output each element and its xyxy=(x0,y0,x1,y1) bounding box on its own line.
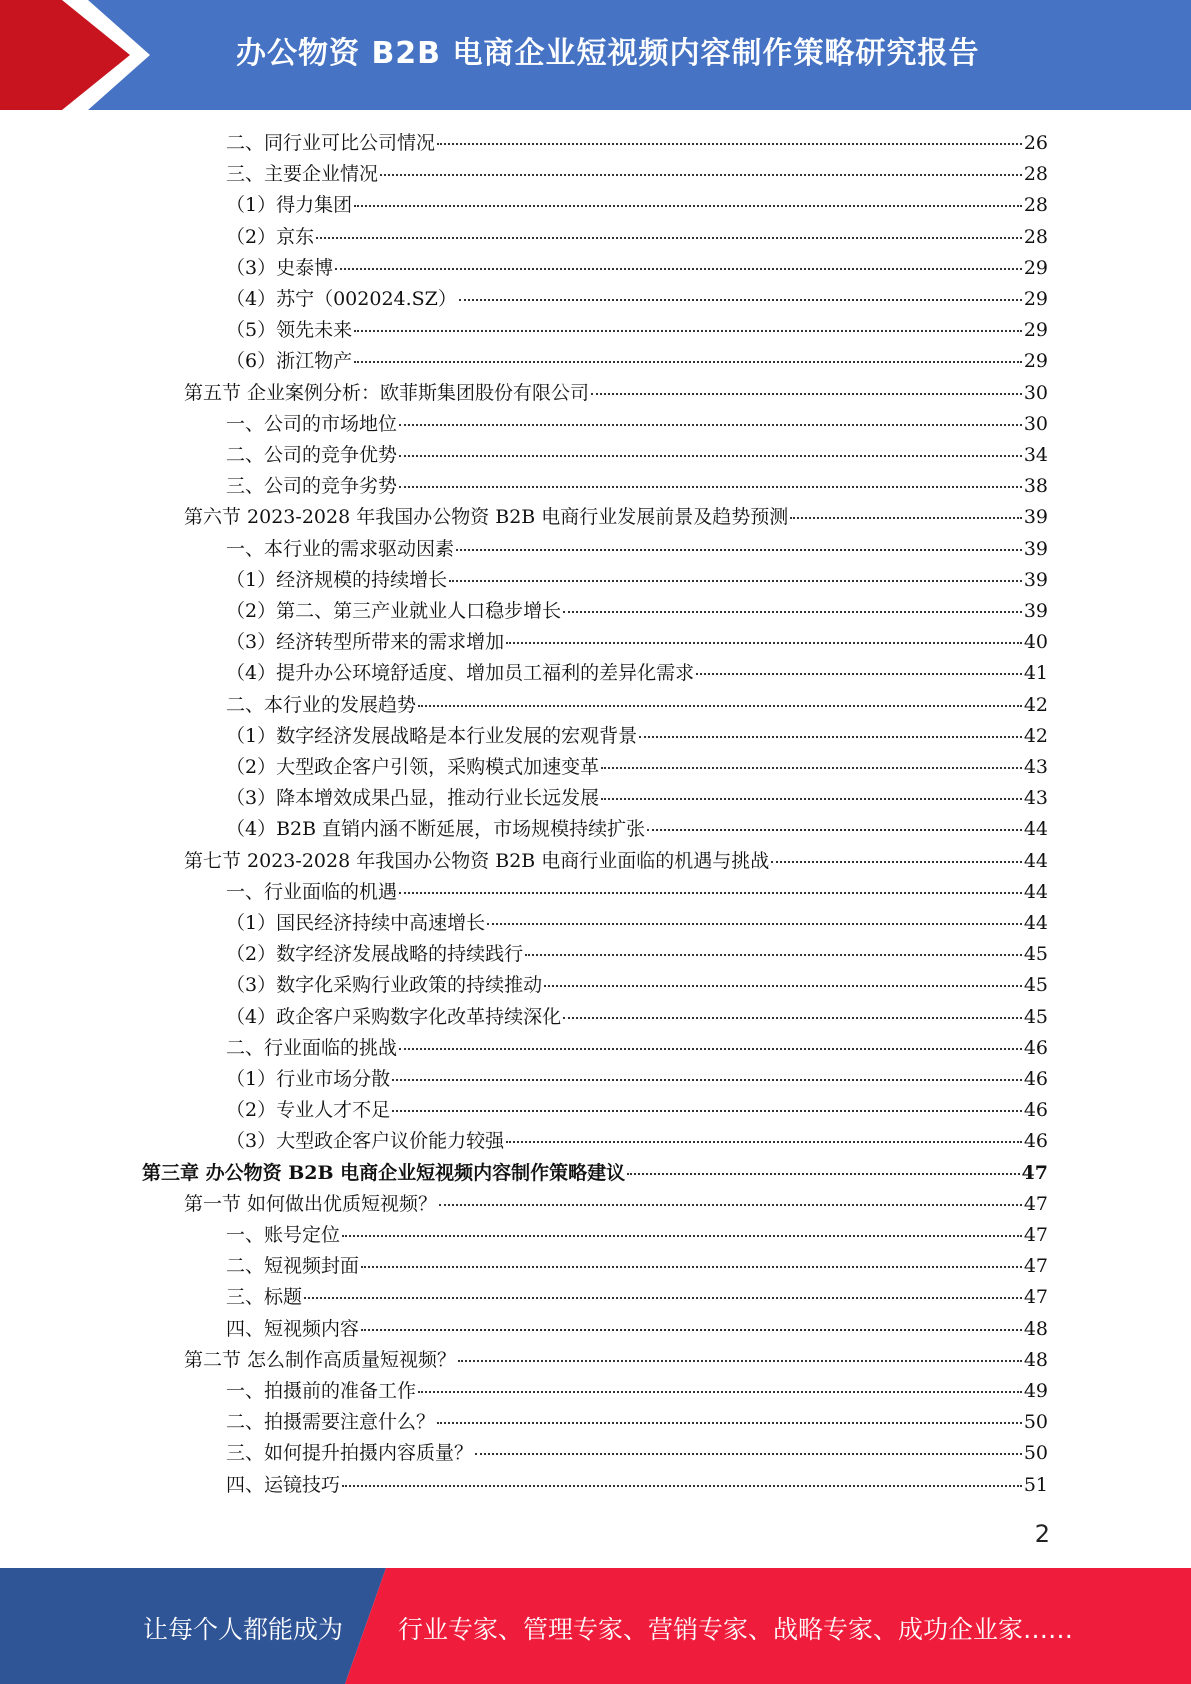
toc-entry[interactable] xyxy=(226,128,1048,159)
toc-entry-page: 39 xyxy=(1023,506,1048,529)
toc-entry[interactable] xyxy=(226,1033,1048,1064)
toc-dot-leader xyxy=(342,1484,1022,1487)
toc-entry-label: 二、同行业可比公司情况 xyxy=(226,132,436,154)
toc-entry-page: 42 xyxy=(1023,724,1048,747)
toc-entry-label: 第一节 如何做出优质短视频？ xyxy=(184,1192,438,1215)
toc-entry-label: （2）专业人才不足 xyxy=(226,1099,391,1122)
toc-entry[interactable] xyxy=(226,315,1048,346)
toc-entry[interactable] xyxy=(226,159,1048,190)
toc-entry-label: 第二节 怎么制作高质量短视频？ xyxy=(184,1348,457,1371)
toc-entry-page: 44 xyxy=(1023,880,1048,903)
toc-dot-leader xyxy=(380,173,1022,176)
page-number: 2 xyxy=(1034,1520,1050,1548)
toc-entry-page: 48 xyxy=(1023,1348,1048,1371)
toc-entry-page: 47 xyxy=(1023,1286,1048,1309)
toc-entry[interactable] xyxy=(226,1064,1048,1095)
toc-entry-label: 四、短视频内容 xyxy=(226,1317,360,1340)
toc-entry-page: 46 xyxy=(1023,1130,1048,1153)
toc-entry-page: 39 xyxy=(1023,537,1048,560)
toc-entry-label: 第七节 2023-2028 年我国办公物资 B2B 电商行业面临的机遇与挑战 xyxy=(184,849,770,872)
toc-entry-page: 34 xyxy=(1023,444,1048,466)
toc-entry-label: （1）行业市场分散 xyxy=(226,1068,391,1090)
toc-dot-leader xyxy=(392,1078,1022,1081)
toc-dot-leader xyxy=(399,1047,1022,1050)
toc-entry-label: （3）数字化采购行业政策的持续推动 xyxy=(226,974,543,997)
toc-entry-label: 三、如何提升拍摄内容质量？ xyxy=(226,1442,474,1465)
toc-entry[interactable] xyxy=(142,1158,1048,1189)
toc-entry[interactable] xyxy=(226,409,1048,440)
toc-entry-label: 第三章 办公物资 B2B 电商企业短视频内容制作策略建议 xyxy=(142,1161,626,1184)
toc-entry-page: 43 xyxy=(1023,756,1048,778)
toc-entry-page: 44 xyxy=(1023,818,1048,841)
toc-entry-label: （1）国民经济持续中高速增长 xyxy=(226,912,486,934)
toc-entry[interactable] xyxy=(226,1251,1048,1282)
toc-entry-label: 第六节 2023-2028 年我国办公物资 B2B 电商行业发展前景及趋势预测 xyxy=(184,506,789,529)
toc-entry-label: 二、行业面临的挑战 xyxy=(226,1036,398,1059)
toc-dot-leader xyxy=(591,392,1022,395)
toc-entry[interactable] xyxy=(226,1220,1048,1251)
toc-dot-leader xyxy=(437,142,1022,145)
toc-dot-leader xyxy=(354,360,1022,363)
toc-entry-page: 29 xyxy=(1023,350,1048,373)
toc-entry-page: 38 xyxy=(1023,475,1048,498)
toc-dot-leader xyxy=(506,1140,1022,1143)
toc-entry-page: 29 xyxy=(1023,288,1048,310)
toc-dot-leader xyxy=(399,454,1022,457)
toc-entry-label: 二、公司的竞争优势 xyxy=(226,444,398,466)
toc-dot-leader xyxy=(335,267,1022,270)
toc-dot-leader xyxy=(563,610,1022,613)
toc-entry[interactable] xyxy=(226,190,1048,221)
toc-entry-label: （3）史泰博 xyxy=(226,256,334,279)
toc-dot-leader xyxy=(771,860,1022,863)
toc-entry-page: 29 xyxy=(1023,319,1048,342)
toc-entry-page: 39 xyxy=(1023,600,1048,622)
toc-dot-leader xyxy=(475,1452,1022,1455)
toc-entry-page: 45 xyxy=(1023,1005,1048,1028)
toc-entry-page: 40 xyxy=(1023,631,1048,654)
toc-dot-leader xyxy=(361,1328,1022,1331)
toc-entry[interactable] xyxy=(226,627,1048,658)
toc-entry-label: （3）大型政企客户议价能力较强 xyxy=(226,1130,505,1153)
toc-dot-leader xyxy=(601,766,1022,769)
toc-entry[interactable] xyxy=(226,222,1048,253)
toc-entry-label: 四、运镜技巧 xyxy=(226,1473,341,1496)
toc-entry-page: 47 xyxy=(1023,1192,1048,1215)
toc-dot-leader xyxy=(439,1203,1022,1206)
toc-entry[interactable] xyxy=(226,284,1048,315)
toc-dot-leader xyxy=(418,1390,1022,1393)
toc-entry-page: 47 xyxy=(1023,1224,1048,1246)
toc-entry[interactable] xyxy=(226,471,1048,502)
toc-entry-label: 三、标题 xyxy=(226,1286,303,1309)
toc-entry-label: （2）大型政企客户引领，采购模式加速变革 xyxy=(226,756,600,778)
toc-dot-leader xyxy=(563,1016,1022,1019)
toc-entry-label: 三、公司的竞争劣势 xyxy=(226,475,398,498)
toc-entry[interactable] xyxy=(226,1002,1048,1033)
toc-entry-label: （4）提升办公环境舒适度、增加员工福利的差异化需求 xyxy=(226,662,695,685)
toc-entry-page: 44 xyxy=(1023,912,1048,934)
toc-entry-label: 二、短视频封面 xyxy=(226,1255,360,1278)
toc-dot-leader xyxy=(399,485,1022,488)
toc-entry-label: （6）浙江物产 xyxy=(226,350,353,373)
toc-dot-leader xyxy=(316,236,1022,239)
toc-entry-page: 28 xyxy=(1023,163,1048,186)
toc-entry-page: 45 xyxy=(1023,974,1048,997)
toc-entry-page: 45 xyxy=(1023,943,1048,966)
toc-entry-label: 一、拍摄前的准备工作 xyxy=(226,1380,417,1402)
toc-entry[interactable] xyxy=(226,565,1048,596)
toc-entry-label: （3）经济转型所带来的需求增加 xyxy=(226,631,505,654)
toc-entry-label: （2）京东 xyxy=(226,225,315,248)
toc-entry[interactable] xyxy=(226,690,1048,721)
toc-entry[interactable] xyxy=(226,1376,1048,1407)
toc-entry-label: 一、公司的市场地位 xyxy=(226,412,398,435)
toc-dot-leader xyxy=(696,672,1022,675)
toc-entry[interactable] xyxy=(226,1407,1048,1438)
report-title: 办公物资 B2B 电商企业短视频内容制作策略研究报告 xyxy=(236,36,980,71)
toc-entry-label: （4）苏宁（002024.SZ） xyxy=(226,288,457,310)
toc-entry-label: （1）得力集团 xyxy=(226,194,353,217)
toc-entry-page: 39 xyxy=(1023,568,1048,591)
toc-entry[interactable] xyxy=(184,846,1048,877)
toc-entry-page: 49 xyxy=(1023,1380,1048,1402)
toc-entry-page: 28 xyxy=(1023,194,1048,217)
toc-entry-label: （1）数字经济发展战略是本行业发展的宏观背景 xyxy=(226,724,638,747)
toc-dot-leader xyxy=(647,828,1022,831)
toc-entry-label: 二、拍摄需要注意什么？ xyxy=(226,1411,436,1434)
toc-entry-page: 26 xyxy=(1023,132,1048,154)
toc-entry-label: （4）B2B 直销内涵不断延展，市场规模持续扩张 xyxy=(226,818,646,841)
toc-entry-page: 50 xyxy=(1023,1411,1048,1434)
toc-entry-label: （5）领先未来 xyxy=(226,319,353,342)
toc-entry[interactable] xyxy=(226,814,1048,845)
toc-entry-page: 50 xyxy=(1023,1442,1048,1465)
toc-entry[interactable] xyxy=(226,877,1048,908)
toc-entry-page: 43 xyxy=(1023,787,1048,810)
toc-dot-leader xyxy=(354,329,1022,332)
toc-entry[interactable] xyxy=(184,502,1048,533)
footer-slogan-left: 让每个人都能成为 xyxy=(143,1615,344,1644)
toc-dot-leader xyxy=(392,1109,1022,1112)
toc-entry[interactable] xyxy=(226,970,1048,1001)
toc-entry[interactable] xyxy=(226,939,1048,970)
toc-entry-page: 42 xyxy=(1023,693,1048,716)
toc-entry-label: （2）第二、第三产业就业人口稳步增长 xyxy=(226,600,562,622)
toc-dot-leader xyxy=(459,298,1022,301)
toc-dot-leader xyxy=(639,735,1022,738)
toc-entry-label: （2）数字经济发展战略的持续践行 xyxy=(226,943,524,966)
toc-entry-page: 30 xyxy=(1023,381,1048,404)
toc-dot-leader xyxy=(544,984,1022,987)
toc-entry-label: 一、本行业的需求驱动因素 xyxy=(226,537,455,560)
toc-entry[interactable] xyxy=(226,1282,1048,1313)
toc-entry-page: 46 xyxy=(1023,1068,1048,1090)
toc-entry[interactable] xyxy=(226,346,1048,377)
toc-dot-leader xyxy=(790,516,1022,519)
toc-entry-label: （3）降本增效成果凸显，推动行业长远发展 xyxy=(226,787,600,810)
toc-entry-label: （1）经济规模的持续增长 xyxy=(226,568,448,591)
toc-entry[interactable] xyxy=(226,1438,1048,1469)
toc-entry-page: 47 xyxy=(1021,1161,1048,1184)
toc-entry-page: 51 xyxy=(1023,1473,1048,1496)
toc-entry[interactable] xyxy=(226,596,1048,627)
toc-dot-leader xyxy=(399,891,1022,894)
toc-dot-leader xyxy=(456,548,1022,551)
toc-entry-label: 三、主要企业情况 xyxy=(226,163,379,186)
toc-entry[interactable] xyxy=(226,534,1048,565)
toc-dot-leader xyxy=(437,1421,1022,1424)
toc-entry[interactable] xyxy=(226,1314,1048,1345)
toc-entry[interactable] xyxy=(226,440,1048,471)
footer-slogan-right: 行业专家、管理专家、营销专家、战略专家、成功企业家…… xyxy=(398,1615,1074,1644)
toc-entry[interactable] xyxy=(226,1095,1048,1126)
toc-entry-page: 41 xyxy=(1023,662,1048,685)
toc-entry[interactable] xyxy=(226,908,1048,939)
toc-dot-leader xyxy=(399,423,1022,426)
toc-dot-leader xyxy=(342,1234,1022,1237)
toc-dot-leader xyxy=(525,953,1022,956)
toc-entry[interactable] xyxy=(226,783,1048,814)
toc-dot-leader xyxy=(506,641,1022,644)
toc-dot-leader xyxy=(458,1359,1022,1362)
toc-entry[interactable] xyxy=(226,253,1048,284)
toc-entry-label: 二、本行业的发展趋势 xyxy=(226,693,417,716)
toc-entry[interactable] xyxy=(184,1345,1048,1376)
toc-dot-leader xyxy=(627,1172,1019,1175)
toc-entry[interactable] xyxy=(226,721,1048,752)
toc-entry-page: 28 xyxy=(1023,225,1048,248)
toc-entry-page: 29 xyxy=(1023,256,1048,279)
toc-entry[interactable] xyxy=(184,378,1048,409)
toc-entry-label: 第五节 企业案例分析：欧菲斯集团股份有限公司 xyxy=(184,381,590,404)
toc-entry[interactable] xyxy=(226,752,1048,783)
toc-entry-page: 46 xyxy=(1023,1036,1048,1059)
toc-entry[interactable] xyxy=(184,1189,1048,1220)
toc-entry-label: 一、行业面临的机遇 xyxy=(226,880,398,903)
toc-dot-leader xyxy=(418,704,1022,707)
toc-entry-page: 46 xyxy=(1023,1099,1048,1122)
toc-entry-page: 47 xyxy=(1023,1255,1048,1278)
toc-dot-leader xyxy=(487,922,1022,925)
toc-dot-leader xyxy=(361,1265,1022,1268)
toc-dot-leader xyxy=(304,1296,1022,1299)
footer-band xyxy=(0,1568,1191,1684)
header-band xyxy=(0,0,1191,110)
toc-dot-leader xyxy=(354,204,1022,207)
toc-dot-leader xyxy=(449,579,1022,582)
toc-entry[interactable] xyxy=(226,1470,1048,1501)
toc-entry-page: 44 xyxy=(1023,849,1048,872)
toc-entry-label: （4）政企客户采购数字化改革持续深化 xyxy=(226,1005,562,1028)
toc-entry-page: 30 xyxy=(1023,412,1048,435)
toc-entry[interactable] xyxy=(226,658,1048,689)
toc-dot-leader xyxy=(601,797,1022,800)
toc-entry[interactable] xyxy=(226,1126,1048,1157)
toc-entry-label: 一、账号定位 xyxy=(226,1224,341,1246)
toc-entry-page: 48 xyxy=(1023,1317,1048,1340)
